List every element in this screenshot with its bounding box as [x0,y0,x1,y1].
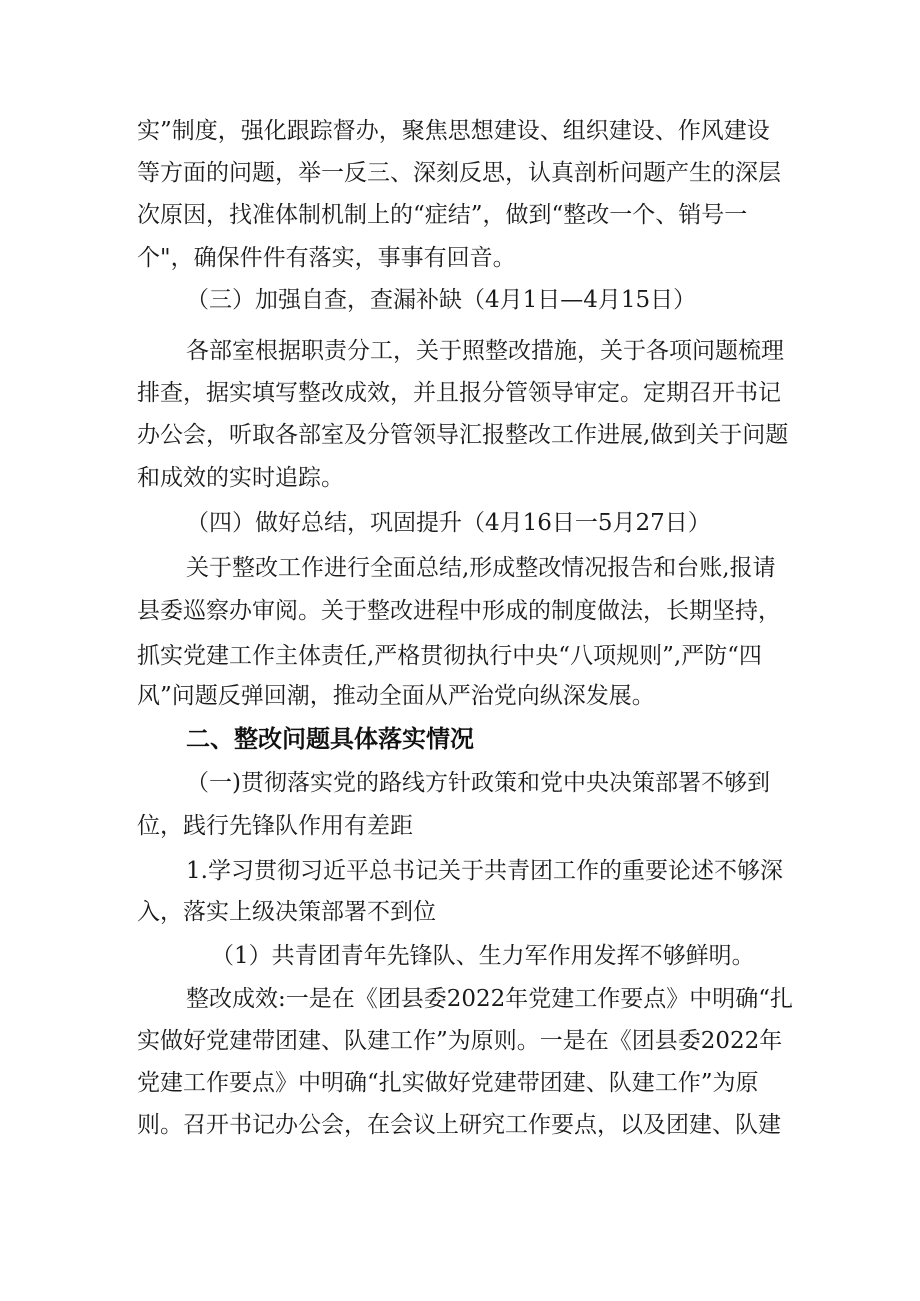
body-text-line: 实”制度，强化跟踪督办，聚焦思想建设、组织建设、作风建设 [137,118,770,144]
body-text-line: 1.学习贯彻习近平总书记关于共青团工作的重要论述不够深 [186,858,783,884]
body-text-line: 办公会，听取各部室及分管领导汇报整改工作进展,做到关于问题 [137,422,789,448]
body-text-line: 党建工作要点》中明确“扎实做好党建带团建、队建工作”为原 [137,1070,759,1096]
body-text-line: 个"，确保件件有落实，事事有回音。 [137,245,516,271]
section-subheading: （三）加强自查，查漏补缺（4月1日—4月15日） [186,287,697,313]
body-text-line: 县委巡察办审阅。关于整改进程中形成的制度做法，长期坚持， [137,598,781,624]
body-text-line: 抓实党建工作主体责任,严格贯彻执行中央“八项规则”,严防“四 [137,643,762,669]
body-text-line: 则。召开书记办公会，在会议上研究工作要点，以及团建、队建 [137,1112,781,1138]
body-text-line: 风”问题反弹回潮，推动全面从严治党向纵深发展。 [137,683,655,709]
section-subheading: （四）做好总结，巩固提升（4月16日一5月27日） [186,510,711,536]
section-heading: 二、整改问题具体落实情况 [186,725,474,753]
body-text-line: 整改成效:一是在《团县委2022年党建工作要点》中明确“扎 [186,986,794,1012]
body-text-line: 次原因，找准体制机制上的“症结”，做到“整改一个、销号一 [137,202,748,228]
body-text-line: 实做好党建带团建、队建工作”为原则。一是在《团县委2022年 [137,1028,783,1054]
body-text-line: （1）共青团青年先锋队、生力军作用发挥不够鲜明。 [211,943,755,969]
body-text-line: 入，落实上级决策部署不到位 [137,899,436,925]
body-text-line: 排查，据实填写整改成效，并且报分管领导审定。定期召开书记 [137,380,781,406]
body-text-line: 各部室根据职责分工，关于照整改措施，关于各项问题梳理 [186,338,784,364]
body-text-line: 和成效的实时追踪。 [137,465,344,491]
body-text-line: 关于整改工作进行全面总结,形成整改情况报告和台账,报请 [186,555,776,581]
body-text-line: （一)贯彻落实党的路线方针政策和党中央决策部署不够到 [186,770,770,796]
body-text-line: 位，践行先锋队作用有差距 [137,813,413,839]
body-text-line: 等方面的问题，举一反三、深刻反思，认真剖析问题产生的深层 [137,160,781,186]
